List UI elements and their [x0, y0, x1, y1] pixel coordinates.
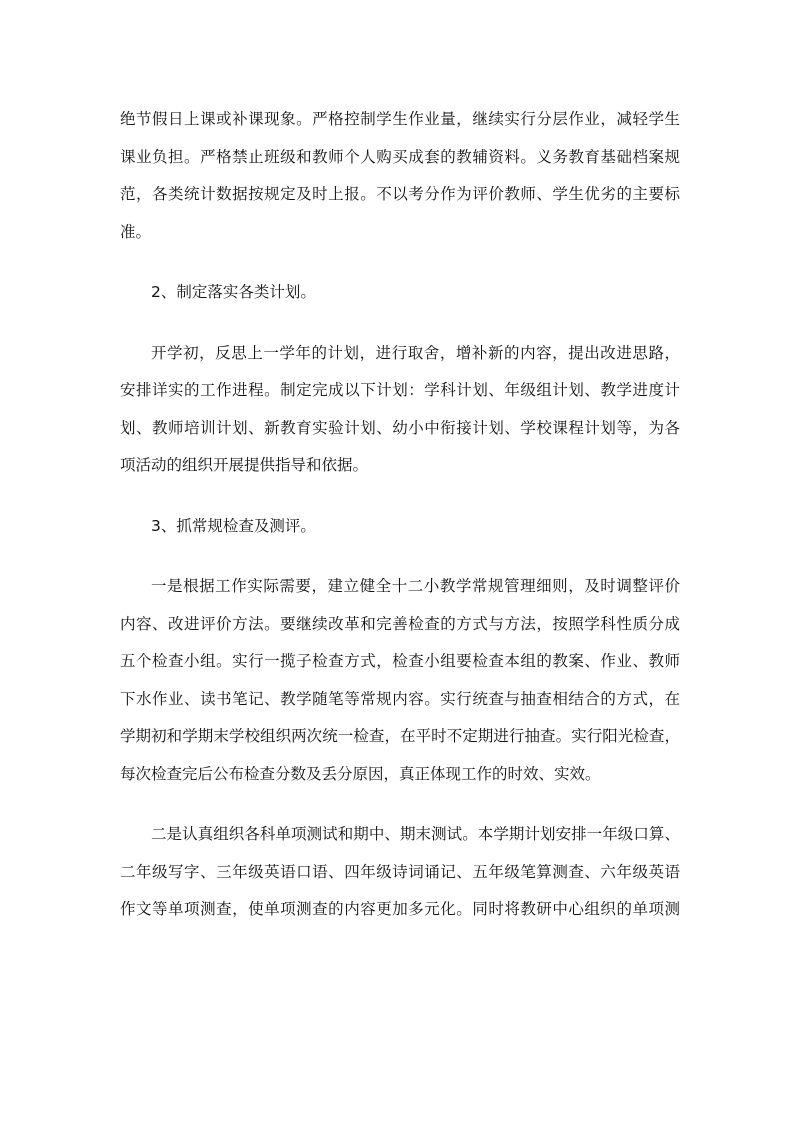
paragraph-p4 [120, 816, 680, 929]
text-line: 二年级写字、三年级英语口语、四年级诗词诵记、五年级笔算测查、六年级英语 [120, 862, 680, 881]
text-line: 项活动的组织开展提供指导和依据。 [120, 456, 369, 474]
text-line: 绝节假日上课或补课现象。严格控制学生作业量，继续实行分层作业，减轻学生 [120, 110, 680, 128]
text-line: 五个检查小组。实行一揽子检查方式，检查小组要检查本组的教案、作业、教师 [120, 652, 680, 670]
text-line: 准。 [120, 222, 152, 241]
text-line: 二是认真组织各科单项测试和期中、期末测试。本学期计划安排一年级口算、 [151, 825, 680, 843]
text-line: 每次检查完后公布检查分数及丢分原因，真正体现工作的时效、实效。 [120, 764, 601, 783]
text-line: 下水作业、读书笔记、教学随笔等常规内容。实行统查与抽查相结合的方式，在 [120, 689, 680, 708]
document-page [120, 101, 680, 929]
paragraph-p3 [120, 568, 680, 793]
section-heading-3 [120, 508, 680, 546]
paragraph-p1 [120, 101, 680, 251]
text-line: 内容、改进评价方法。要继续改革和完善检查的方式与方法，按照学科性质分成 [120, 614, 680, 633]
heading-line: 2、制定落实各类计划。 [151, 283, 316, 301]
text-line: 学期初和学期末学校组织两次统一检查，在平时不定期进行抽查。实行阳光检查， [120, 727, 680, 745]
text-line: 作文等单项测查，使单项测查的内容更加多元化。同时将教研中心组织的单项测 [120, 900, 680, 918]
section-heading-2 [120, 274, 680, 312]
heading-line: 3、抓常规检查及测评。 [151, 516, 316, 535]
text-line: 安排详实的工作进程。制定完成以下计划：学科计划、年级组计划、教学进度计 [120, 381, 680, 399]
text-line: 开学初，反思上一学年的计划，进行取舍，增补新的内容，提出改进思路， [151, 343, 680, 362]
text-line: 课业负担。严格禁止班级和教师个人购买成套的教辅资料。义务教育基础档案规 [120, 147, 680, 166]
text-line: 一是根据工作实际需要，建立健全十二小教学常规管理细则，及时调整评价 [151, 577, 680, 595]
text-line: 范，各类统计数据按规定及时上报。不以考分作为评价教师、学生优劣的主要标 [120, 185, 680, 203]
text-line: 划、教师培训计划、新教育实验计划、幼小中衔接计划、学校课程计划等，为各 [120, 418, 680, 437]
paragraph-p2 [120, 335, 680, 485]
